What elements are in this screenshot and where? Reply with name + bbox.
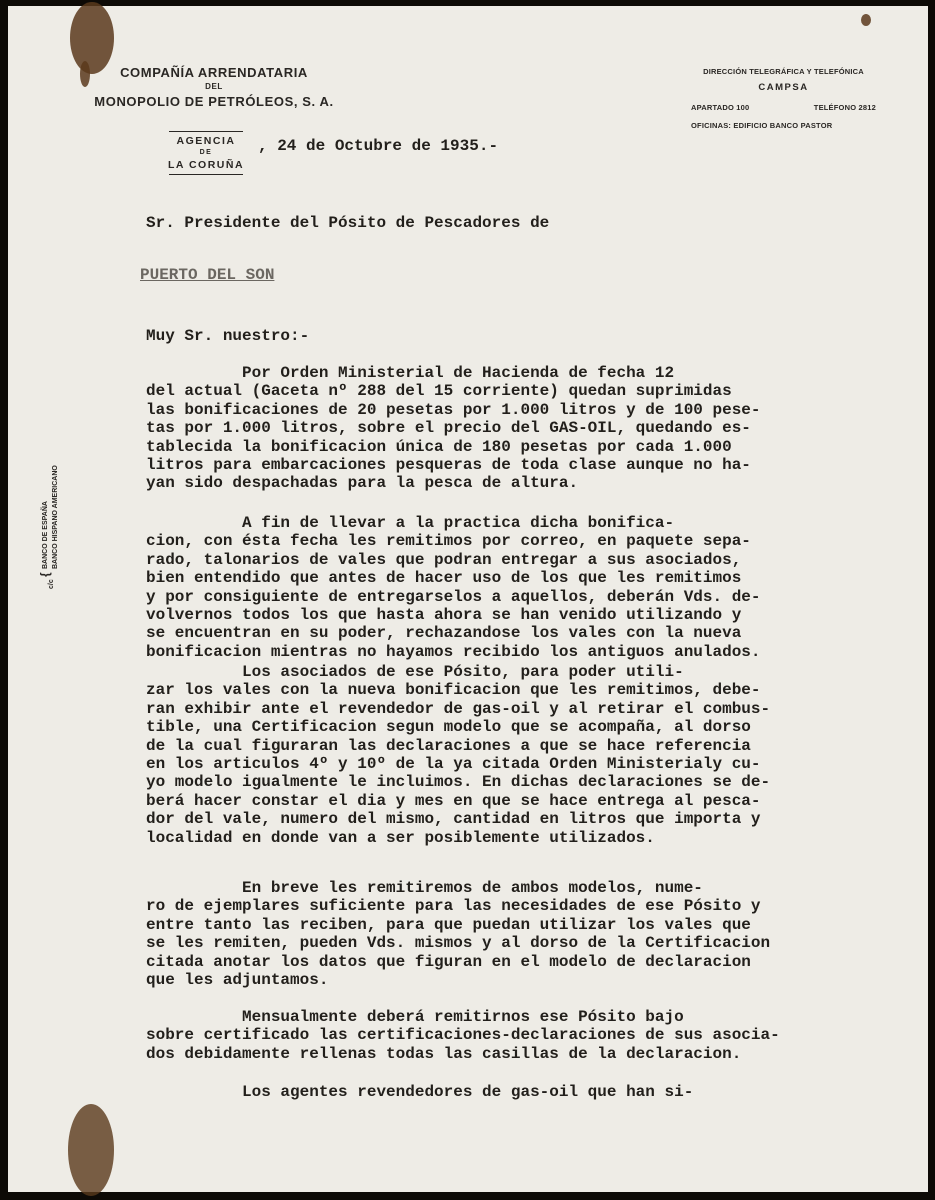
text-line: que les adjuntamos. (146, 970, 329, 989)
postal-phone-row (691, 98, 876, 118)
company-name-line3: MONOPOLIO DE PETRÓLEOS, S. A. (94, 94, 334, 109)
phone-number: TELÉFONO 2812 (813, 103, 876, 112)
text-line: localidad en donde van a ser posiblemente utilizados. (146, 828, 655, 847)
text-line: rado, talonarios de vales que podran entregar a sus asociados, (146, 550, 742, 569)
salutation: Muy Sr. nuestro:- (146, 327, 310, 345)
paragraph-5 (146, 1008, 866, 1063)
company-letterhead (74, 64, 354, 110)
text-line: se encuentran en su poder, rechazandose los vales con la nueva (146, 624, 742, 643)
stain-bottom-left (68, 1104, 114, 1196)
bank-account-note-vertical (38, 416, 75, 589)
text-line: dor del vale, numero del mismo, cantidad en litros que importa y (146, 810, 761, 829)
company-name-line1: COMPAÑÍA ARRENDATARIA (120, 65, 308, 80)
text-line: entre tanto las reciben, para que puedan utilizar los vales que (146, 915, 751, 934)
paragraph-4 (146, 879, 866, 989)
telegraph-address: CAMPSA (758, 82, 809, 93)
agency-block (163, 131, 249, 175)
contact-block (691, 66, 876, 134)
text-line: bien entendido que antes de hacer uso de los que les remitimos (146, 569, 742, 588)
text-line: A fin de llevar a la practica dicha bonifica- (146, 514, 675, 532)
addressee-place: PUERTO DEL SON (140, 266, 275, 284)
letter-page (8, 6, 928, 1192)
text-line: berá hacer constar el dia y mes en que se hace entrega al pesca- (146, 791, 761, 810)
text-line: de la cual figuraran las declaraciones a que se hace referencia (146, 736, 751, 755)
agency-line3: LA CORUÑA (167, 159, 245, 171)
text-line: y por consiguiente de entregarselos a aquellos, deberán Vds. de- (146, 587, 761, 606)
text-line: yan sido despachadas para la pesca de altura. (146, 474, 579, 493)
text-line: tas por 1.000 litros, sobre el precio del GAS-OIL, quedando es- (146, 419, 751, 438)
text-line: bonificacion mientras no hayamos recibido los antiguos anulados. (146, 642, 761, 661)
agency-line2: DE (199, 149, 213, 156)
text-line: ran exhibir ante el revendedor de gas-oil y al retirar el combus- (146, 699, 771, 718)
text-line: litros para embarcaciones pesqueras de toda clase aunque no ha- (146, 455, 751, 474)
text-line: ro de ejemplares suficiente para las necesidades de ese Pósito y (146, 897, 761, 916)
text-line: yo modelo igualmente le incluimos. En dichas declaraciones se de- (146, 773, 771, 792)
agency-rule-top (169, 131, 243, 132)
text-line: Mensualmente deberá remitirnos ese Pósito bajo (146, 1008, 684, 1026)
agency-rule-bottom (169, 174, 243, 175)
text-line: cion, con ésta fecha les remitimos por correo, en paquete sepa- (146, 532, 751, 551)
stain-top-right-dot (861, 14, 871, 26)
text-line: en los articulos 4º y 10º de la ya citada Orden Ministerialy cu- (146, 754, 761, 773)
bank-line2: BANCO HISPANO AMERICANO (52, 465, 59, 569)
paragraph-2 (146, 514, 866, 661)
letter-date: , 24 de Octubre de 1935.- (258, 137, 499, 155)
bank-account-note (38, 416, 75, 589)
text-line: se les remiten, pueden Vds. mismos y al dorso de la Certificacion (146, 934, 771, 953)
text-line: En breve les remitiremos de ambos modelos, nume- (146, 879, 703, 897)
bank-prefix: c/c (48, 579, 55, 589)
text-line: las bonificaciones de 20 pesetas por 1.000 litros y de 100 pese- (146, 400, 761, 419)
company-name-line2: DEL (205, 82, 223, 91)
paragraph-3 (146, 663, 866, 847)
text-line: volvernos todos los que hasta ahora se han venido utilizando y (146, 605, 742, 624)
addressee-line: Sr. Presidente del Pósito de Pescadores de (146, 214, 550, 232)
bank-line1: BANCO DE ESPAÑA (42, 501, 49, 569)
text-line: Los agentes revendedores de gas-oil que han si- (146, 1083, 694, 1101)
postal-box: APARTADO 100 (691, 103, 750, 112)
offices-address: OFICINAS: EDIFICIO BANCO PASTOR (691, 121, 833, 130)
paragraph-6 (146, 1083, 866, 1101)
text-line: del actual (Gaceta nº 288 del 15 corriente) quedan suprimidas (146, 382, 732, 401)
text-line: Por Orden Ministerial de Hacienda de fecha 12 (146, 364, 675, 382)
text-line: tible, una Certificacion segun modelo que se acompaña, al dorso (146, 718, 751, 737)
text-line: zar los vales con la nueva bonificacion que les remitimos, debe- (146, 681, 761, 700)
agency-line1: AGENCIA (176, 135, 236, 147)
telegraph-label: DIRECCIÓN TELEGRÁFICA Y TELEFÓNICA (703, 67, 864, 76)
text-line: dos debidamente rellenas todas las casillas de la declaracion. (146, 1044, 742, 1063)
text-line: sobre certificado las certificaciones-declaraciones de sus asocia- (146, 1026, 780, 1045)
paragraph-1 (146, 364, 866, 493)
text-line: citada anotar los datos que figuran en el modelo de declaracion (146, 952, 751, 971)
bank-brace: { (38, 572, 52, 577)
text-line: tablecida la bonificacion única de 180 pesetas por cada 1.000 (146, 437, 732, 456)
text-line: Los asociados de ese Pósito, para poder utili- (146, 663, 684, 681)
